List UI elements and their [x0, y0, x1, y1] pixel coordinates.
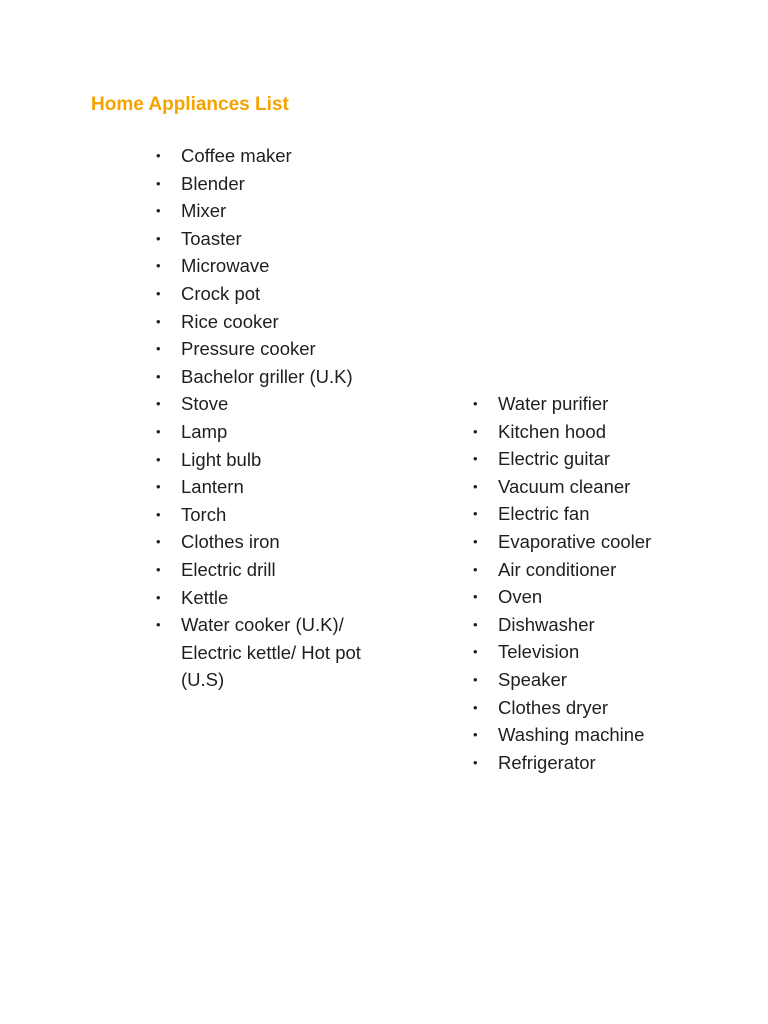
- bullet-icon: •: [473, 506, 478, 522]
- list-item-label: Lamp: [181, 420, 228, 442]
- bullet-icon: •: [156, 341, 161, 357]
- bullet-icon: •: [156, 285, 161, 301]
- list-item-label: Mixer: [181, 200, 227, 222]
- list-item: [155, 308, 370, 336]
- list-item-label: Washing machine: [498, 724, 645, 746]
- list-item: [472, 500, 702, 528]
- list-item-label: Clothes dryer: [498, 696, 609, 718]
- list-item-label: Water cooker (U.K)/ Electric kettle/ Hot pot (U.S): [181, 614, 361, 691]
- bullet-icon: •: [473, 451, 478, 467]
- bullet-icon: •: [156, 313, 161, 329]
- list-item: [155, 473, 370, 501]
- list-item-label: Electric fan: [498, 503, 590, 525]
- bullet-icon: •: [156, 617, 161, 633]
- list-item: [472, 583, 702, 611]
- list-item-label: Lantern: [181, 476, 244, 498]
- list-item: [155, 528, 370, 556]
- list-item: [155, 418, 370, 446]
- list-item: [472, 749, 702, 777]
- bullet-icon: •: [156, 396, 161, 412]
- list-item: [472, 418, 702, 446]
- list-item-label: Oven: [498, 586, 543, 608]
- list-item: [472, 638, 702, 666]
- bullet-icon: •: [473, 423, 478, 439]
- bullet-icon: •: [473, 671, 478, 687]
- list-item: [155, 225, 370, 253]
- list-item-label: Refrigerator: [498, 751, 596, 773]
- list-item: [472, 694, 702, 722]
- bullet-icon: •: [156, 479, 161, 495]
- bullet-icon: •: [156, 203, 161, 219]
- list-item-label: Crock pot: [181, 282, 261, 304]
- bullet-icon: •: [156, 534, 161, 550]
- bullet-icon: •: [473, 727, 478, 743]
- list-item: [472, 666, 702, 694]
- list-item-label: Air conditioner: [498, 558, 617, 580]
- bullet-icon: •: [473, 478, 478, 494]
- list-item: [472, 473, 702, 501]
- list-item-label: Stove: [181, 393, 229, 415]
- list-item-label: Water purifier: [498, 393, 609, 414]
- bullet-icon: •: [156, 258, 161, 274]
- list-item: [155, 335, 370, 363]
- list-item-label: Coffee maker: [181, 145, 292, 166]
- list-item-label: Kitchen hood: [498, 420, 607, 442]
- list-item-label: Electric drill: [181, 558, 276, 580]
- list-item-label: Electric guitar: [498, 448, 611, 470]
- list-item: [155, 584, 370, 612]
- list-item-label: Microwave: [181, 255, 270, 277]
- list-item-label: Rice cooker: [181, 310, 279, 332]
- list-item-label: Speaker: [498, 668, 567, 690]
- list-item: [472, 390, 702, 418]
- bullet-icon: •: [156, 451, 161, 467]
- list-item: [155, 363, 370, 391]
- bullet-icon: •: [473, 396, 478, 411]
- list-item: [472, 528, 702, 556]
- bullet-icon: •: [473, 616, 478, 632]
- bullet-icon: •: [156, 368, 161, 384]
- bullet-icon: •: [156, 561, 161, 577]
- list-item: [155, 170, 370, 198]
- bullet-icon: •: [156, 506, 161, 522]
- list-item-label: Bachelor griller (U.K): [181, 365, 353, 387]
- list-item: [155, 390, 370, 418]
- bullet-icon: •: [156, 148, 161, 163]
- list-item: [155, 142, 370, 170]
- list-item: [472, 556, 702, 584]
- bullet-icon: •: [473, 754, 478, 770]
- list-item: [155, 197, 370, 225]
- list-item: [472, 611, 702, 639]
- list-item: [155, 611, 370, 694]
- list-item-label: Kettle: [181, 586, 229, 608]
- bullet-icon: •: [473, 533, 478, 549]
- bullet-icon: •: [156, 423, 161, 439]
- bullet-icon: •: [156, 230, 161, 246]
- bullet-icon: •: [473, 699, 478, 715]
- bullet-icon: •: [156, 589, 161, 605]
- list-item-label: Dishwasher: [498, 613, 595, 635]
- list-item: [472, 445, 702, 473]
- bullet-icon: •: [156, 175, 161, 191]
- appliance-list-left: [155, 142, 370, 694]
- list-item-label: Evaporative cooler: [498, 530, 652, 552]
- list-item-label: Light bulb: [181, 448, 262, 470]
- list-item-label: Toaster: [181, 227, 242, 249]
- page-title: Home Appliances List: [91, 94, 289, 115]
- list-item-label: Torch: [181, 503, 227, 525]
- list-item: [155, 280, 370, 308]
- list-item: [155, 501, 370, 529]
- bullet-icon: •: [473, 644, 478, 660]
- list-item-label: Pressure cooker: [181, 338, 316, 360]
- appliance-list-right: [472, 390, 702, 776]
- list-item: [472, 721, 702, 749]
- list-item: [155, 556, 370, 584]
- list-item-label: Blender: [181, 172, 245, 194]
- list-item-label: Television: [498, 641, 580, 663]
- list-item-label: Clothes iron: [181, 531, 280, 553]
- bullet-icon: •: [473, 561, 478, 577]
- bullet-icon: •: [473, 589, 478, 605]
- list-item: [155, 252, 370, 280]
- list-item-label: Vacuum cleaner: [498, 475, 631, 497]
- list-item: [155, 446, 370, 474]
